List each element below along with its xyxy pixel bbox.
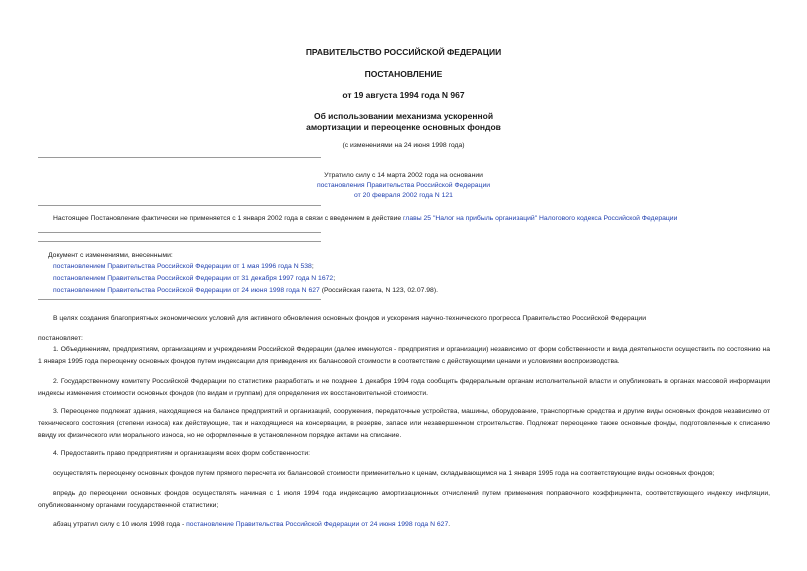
paragraph-7: абзац утратил силу с 10 июля 1998 года - постановление Правительства Российской Федерации от 24 июня 1998 года N 627. <box>53 521 451 528</box>
changes-note: (с изменениями на 24 июня 1998 года) <box>342 142 465 149</box>
divider <box>38 232 321 233</box>
application-note-text: Настоящее Постановление фактически не применяется с 1 января 2002 года в связи с введением в действие <box>53 215 402 222</box>
resolves: постановляет: <box>38 335 83 342</box>
divider <box>38 157 321 158</box>
void-notice-link-date[interactable]: от 20 февраля 2002 года N 121 <box>354 192 453 199</box>
paragraph-4: 4. Предоставить право предприятиям и организациям всех форм собственности: <box>53 450 311 457</box>
title-line-1: Об использовании механизма ускоренной <box>313 111 494 121</box>
amendment-link[interactable]: постановлением Правительства Российской Федерации от 31 декабря 1997 года N 1672 <box>53 275 334 282</box>
amendment-item: постановлением Правительства Российской Федерации от 31 декабря 1997 года N 1672; <box>53 275 336 282</box>
divider <box>38 299 321 300</box>
amendment-link[interactable]: постановлением Правительства Российской Федерации от 1 мая 1996 года N 538 <box>53 263 312 270</box>
tax-code-link[interactable]: главы 25 "Налог на прибыль организаций" Налогового кодекса Российской Федерации <box>403 215 678 222</box>
document-date: от 19 августа 1994 года N 967 <box>342 90 465 100</box>
resolution-627-link[interactable]: постановление Правительства Российской Федерации от 24 июня 1998 года N 627 <box>186 521 449 528</box>
paragraph-6: впредь до переоценки основных фондов осуществлять начиная с 1 июля 1994 года индексацию амортизационных отчислений путем применения поправочного коэффициента, соответствующего индексу инфляции, опубликованному органами государственной статистики; <box>38 490 770 509</box>
divider <box>38 205 321 206</box>
amendment-item: постановлением Правительства Российской Федерации от 24 июня 1998 года N 627 (Российская газета, N 123, 02.07.98). <box>53 287 438 294</box>
amendments-intro: Документ с изменениями, внесенными: <box>48 252 173 259</box>
amendment-link[interactable]: постановлением Правительства Российской Федерации от 24 июня 1998 года N 627 <box>53 287 320 294</box>
issuer-heading: ПРАВИТЕЛЬСТВО РОССИЙСКОЙ ФЕДЕРАЦИИ <box>305 47 502 57</box>
divider <box>38 241 321 242</box>
paragraph-3: 3. Переоценке подлежат здания, находящиеся на балансе предприятий и организаций, сооружения, передаточные устройства, машины, оборудование, транспортные средства и другие виды основных фондов независимо от технического состояния (степени износа) как действующие, так и находящиеся на консервации, в резерве, запасе или незавершенном строительстве. Подлежат переоценке также основные фонды, подготовленные к списанию ввиду их физического или морального износа, но не оформленные в установленном порядке актами на списание. <box>38 408 770 439</box>
document-type: ПОСТАНОВЛЕНИЕ <box>364 69 443 79</box>
void-notice-text: Утратило силу с 14 марта 2002 года на основании <box>324 172 483 179</box>
application-note <box>53 213 793 225</box>
preamble: В целях создания благоприятных экономических условий для активного обновления основных фондов и ускорения научно-технического прогресса Правительство Российской Федерации <box>53 315 646 322</box>
amendment-item: постановлением Правительства Российской Федерации от 1 мая 1996 года N 538; <box>53 263 314 270</box>
paragraph-5: осуществлять переоценку основных фондов путем прямого пересчета их балансовой стоимости применительно к ценам, складывающимся на 1 января 1995 года на соответствующие виды основных фондов; <box>53 470 715 477</box>
void-notice-link[interactable]: постановления Правительства Российской Федерации <box>316 182 491 189</box>
paragraph-2: 2. Государственному комитету Российской Федерации по статистике разработать и не позднее 1 декабря 1994 года сообщить федеральным органам исполнительной власти и опубликовать в органах массовой информации индексы изменения стоимости основных фондов (по видам и группам) для определения их восстановительной стоимости. <box>38 378 770 397</box>
title-line-2: амортизации и переоценке основных фондов <box>306 122 501 132</box>
paragraph-1: 1. Объединениям, предприятиям, организациям и учреждениям Российской Федерации (далее именуются - предприятия и организации) независимо от форм собственности и вида деятельности осуществить по состоянию на 1 января 1995 года переоценку основных фондов путем индексации для приведения их балансовой стоимости в соответствие с действующими ценами и условиями воспроизводства. <box>38 346 770 365</box>
